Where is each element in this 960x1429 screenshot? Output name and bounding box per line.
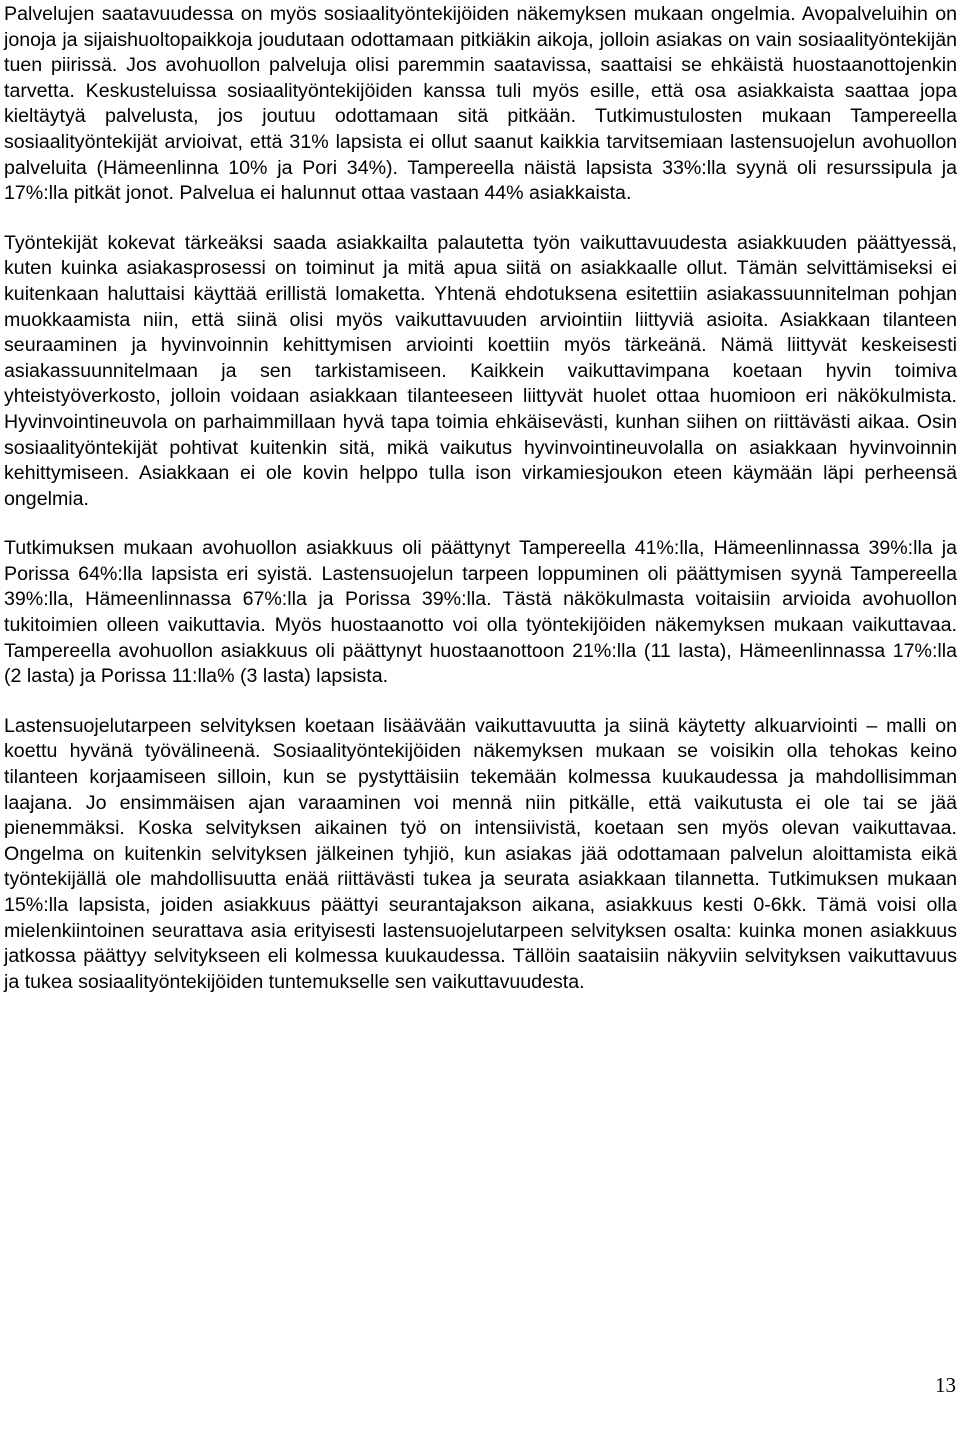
paragraph-needs-assessment: Lastensuojelutarpeen selvityksen koetaan lisäävään vaikuttavuutta ja siinä käytetty alkuarviointi – malli on koettu hyvänä työvälineenä. Sosiaalityöntekijöiden näkemyksen mukaan se voisikin olla tehokas keino tilanteen korjaamiseen silloin, kun se pystyttäisiin tekemään kolmessa kuukaudessa ja mahdollisimman laajana. Jo ensimmäisen ajan varaaminen voi mennä niin pitkälle, että vaikutusta ei ole tai se jää pienemmäksi. Koska selvityksen aikainen työ on intensiivistä, koetaan sen myös olevan vaikuttavaa. Ongelma on kuitenkin selvityksen jälkeinen tyhjiö, kun asiakas jää odottamaan palvelun aloittamista eikä työntekijällä ole mahdollisuutta enää riittävästi tukea ja seurata asiakkaan tilannetta. Tutkimuksen mukaan 15%:lla lapsista, joiden asiakkuus päättyi seurantajakson aikana, asiakkuus kesti 0-6kk. Tämä voisi olla mielenkiintoinen seurattava asia erityisesti lastensuojelutarpeen selvityksen osalta: kuinka monen asiakkuus jatkossa päättyy selvitykseen eli kolmessa kuukaudessa. Tällöin saataisiin näkyviin selvityksen vaikuttavuus ja tukea sosiaalityöntekijöiden tuntemukselle sen vaikuttavuudesta. <box>4 714 957 993</box>
page-number: 13 <box>935 1373 956 1397</box>
paragraph-client-outcomes: Tutkimuksen mukaan avohuollon asiakkuus oli päättynyt Tampereella 41%:lla, Hämeenlinnassa 39%:lla ja Porissa 64%:lla lapsista eri syistä. Lastensuojelun tarpeen loppuminen oli päättymisen syynä Tampereella 39%:lla, Hämeenlinnassa 67%:lla ja Porissa 39%:lla. Tästä näkökulmasta voitaisiin arvioida avohuollon tukitoimien olleen vaikuttavia. Myös huostaanotto voi olla työntekijöiden näkemyksen mukaan vaikuttavaa. Tampereella avohuollon asiakkuus oli päättynyt huostaanottoon 21%:lla (11 lasta), Hämeenlinnassa 17%:lla (2 lasta) ja Porissa 11:lla% (3 lasta) lapsista. <box>4 537 957 688</box>
paragraph-service-availability: Palvelujen saatavuudessa on myös sosiaalityöntekijöiden näkemyksen mukaan ongelmia. Avopalveluihin on jonoja ja sijaishuoltopaikkoja joudutaan odottamaan pitkiäkin aikoja, jolloin asiakas on vain sosiaalityöntekijän tuen piirissä. Jos avohuollon palveluja olisi paremmin saatavissa, saattaisi se ehkäistä huostaanottojenkin tarvetta. Keskusteluissa sosiaalityöntekijöiden kanssa tuli myös esille, että osa asiakkaista saattaa jopa kieltäytyä palvelusta, jos joutuu odottamaan sitä pitkään. Tutkimustulosten mukaan Tampereella sosiaalityöntekijät arvioivat, että 31% lapsista ei ollut saanut kaikkia tarvitsemiaan lastensuojelun avohuollon palveluita (Hämeenlinna 10% ja Pori 34%). Tampereella näistä lapsista 33%:lla syynä oli resurssipula ja 17%:lla pitkät jonot. Palvelua ei halunnut ottaa vastaan 44% asiakkaista. <box>4 3 957 205</box>
document-page <box>4 0 957 995</box>
paragraph-client-feedback: Työntekijät kokevat tärkeäksi saada asiakkailta palautetta työn vaikuttavuudesta asiakkuuden päättyessä, kuten kuinka asiakasprosessi on toiminut ja mitä apua siitä on asiakkaalle ollut. Tämän selvittämiseksi ei kuitenkaan haluttaisi käyttää erillistä lomaketta. Yhtenä ehdotuksena esitettiin asiakassuunnitelman pohjan muokkaamista niin, että siinä olisi myös vaikuttavuuden arviointiin liittyviä asioita. Asiakkaan tilanteen seuraaminen ja hyvinvoinnin kehittymisen arviointi koettiin myös tärkeänä. Nämä liittyvät keskeisesti asiakassuunnitelmaan ja sen tarkistamiseen. Kaikkein vaikuttavimpana koetaan hyvin toimiva yhteistyöverkosto, jolloin voidaan asiakkaan tilanteeseen liittyvät huolet ottaa huomioon eri näkökulmista. Hyvinvointineuvola on parhaimmillaan hyvä tapa toimia ehkäisevästi, kunhan siihen on riittävästi aikaa. Osin sosiaalityöntekijät pohtivat kuitenkin sitä, mikä vaikutus hyvinvointineuvolalla on asiakkaan hyvinvoinnin kehittymiseen. Asiakkaan ei ole kovin helppo tulla ison virkamiesjoukon eteen käymään läpi perheensä ongelmia. <box>4 231 957 510</box>
